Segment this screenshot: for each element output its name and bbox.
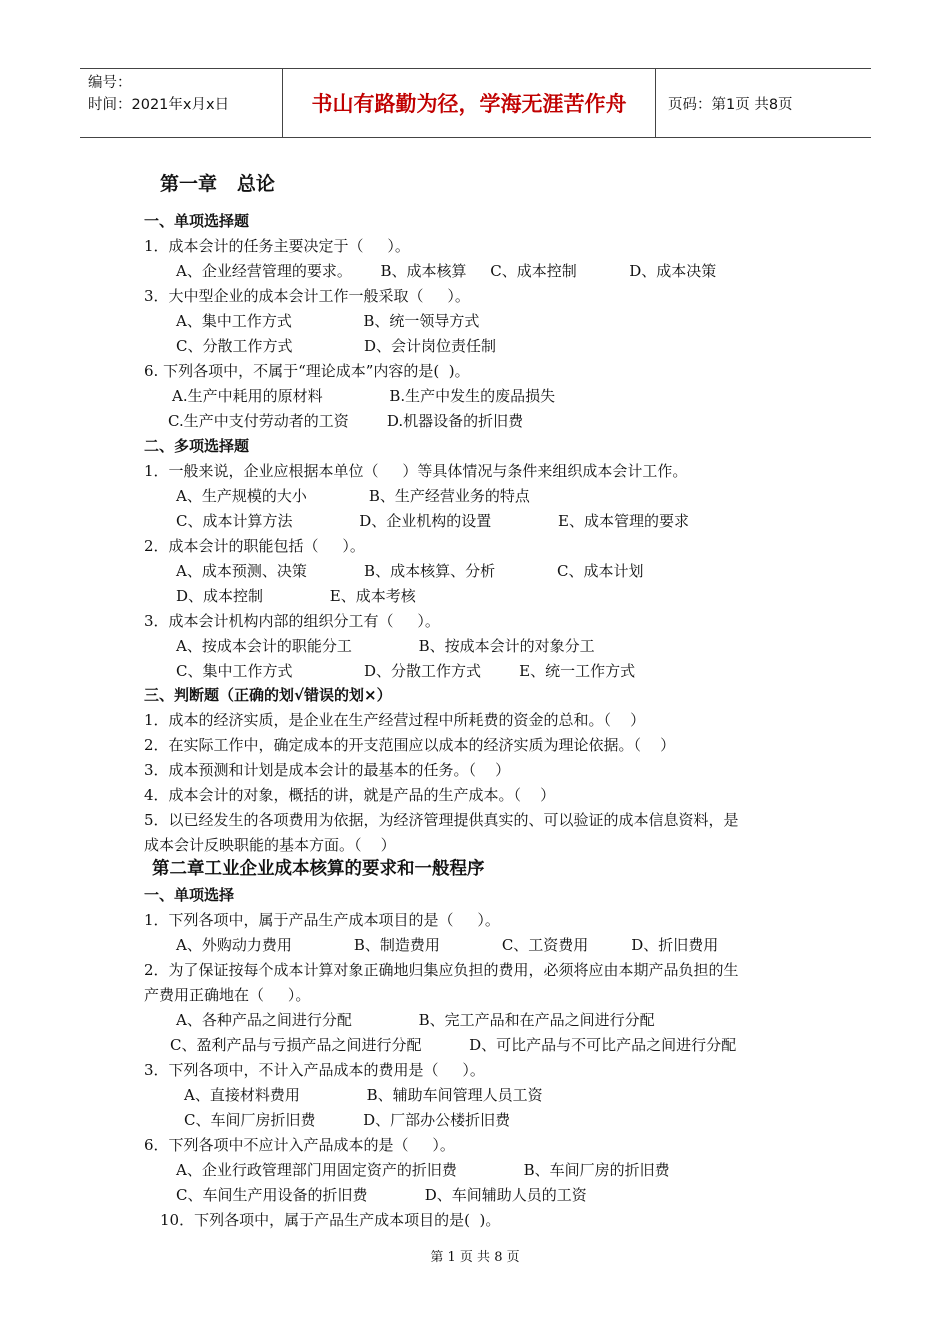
section-heading: 第一章 总论 [160,173,275,195]
text-line: 6．下列各项中不应计入产品成本的是（ ）。 [144,1136,455,1154]
text-line: A、按成本会计的职能分工 B、按成本会计的对象分工 [176,637,595,655]
header-motto: 书山有路勤为径，学海无涯苦作舟 [282,69,656,137]
text-line: A、集中工作方式 B、统一领导方式 [176,312,480,330]
text-line: 3．下列各项中，不计入产品成本的费用是（ ）。 [144,1061,485,1079]
text-line: 1．一般来说，企业应根据本单位（ ）等具体情况与条件来组织成本会计工作。 [144,462,688,480]
text-line: C、分散工作方式 D、会计岗位责任制 [176,337,497,355]
section-heading: 二、多项选择题 [144,437,250,455]
section-heading: 三、判断题（正确的划√错误的划×） [144,686,392,704]
text-line: A、外购动力费用 B、制造费用 C、工资费用 D、折旧费用 [176,936,719,954]
text-line: C、车间生产用设备的折旧费 D、车间辅助人员的工资 [176,1186,587,1204]
text-line: A、企业行政管理部门用固定资产的折旧费 B、车间厂房的折旧费 [176,1161,670,1179]
text-line: C、盈利产品与亏损产品之间进行分配 D、可比产品与不可比产品之间进行分配 [170,1036,737,1054]
text-line: 1．成本的经济实质，是企业在生产经营过程中所耗费的资金的总和。（ ） [144,711,646,729]
text-line: A.生产中耗用的原材料 B.生产中发生的废品损失 [172,387,556,405]
text-line: 2．为了保证按每个成本计算对象正确地归集应负担的费用，必须将应由本期产品负担的生 [144,961,739,979]
section-heading: 一、单项选择题 [144,212,250,230]
document-date: 时间：2021年x月x日 [88,97,230,113]
header-meta [80,69,282,137]
text-line: C、成本计算方法 D、企业机构的设置 E、成本管理的要求 [176,512,689,530]
text-line: 产费用正确地在（ ）。 [144,986,311,1004]
text-line: A、各种产品之间进行分配 B、完工产品和在产品之间进行分配 [176,1011,655,1029]
header-page-info: 页码：第1页 共8页 [668,96,793,113]
text-line: 6. 下列各项中，不属于“理论成本”内容的是( )。 [144,362,470,380]
text-line: 5．以已经发生的各项费用为依据，为经济管理提供真实的、可以验证的成本信息资料，是 [144,811,739,829]
text-line: 1．下列各项中，属于产品生产成本项目的是（ ）。 [144,911,500,929]
text-line: 3．大中型企业的成本会计工作一般采取（ ）。 [144,287,470,305]
text-line: C、车间厂房折旧费 D、厂部办公楼折旧费 [184,1111,511,1129]
text-line: 2．成本会计的职能包括（ ）。 [144,537,365,555]
page-footer: 第 1 页 共 8 页 [430,1250,520,1265]
text-line: A、企业经营管理的要求。 B、成本核算 C、成本控制 D、成本决策 [176,262,717,280]
document-number-label: 编号： [88,75,132,91]
text-line: C.生产中支付劳动者的工资 D.机器设备的折旧费 [168,412,524,430]
text-line: C、集中工作方式 D、分散工作方式 E、统一工作方式 [176,662,636,680]
section-heading: 第二章工业企业成本核算的要求和一般程序 [152,859,485,879]
text-line: A、直接材料费用 B、辅助车间管理人员工资 [184,1086,543,1104]
text-line: D、成本控制 E、成本考核 [176,587,416,605]
text-line: 4．成本会计的对象，概括的讲，就是产品的生产成本。（ ） [144,786,556,804]
text-line: 2．在实际工作中，确定成本的开支范围应以成本的经济实质为理论依据。（ ） [144,736,676,754]
text-line: A、成本预测、决策 B、成本核算、分析 C、成本计划 [176,562,644,580]
page-header [80,68,871,138]
text-line: 3．成本会计机构内部的组织分工有（ ）。 [144,612,440,630]
section-heading: 一、单项选择 [144,886,235,904]
text-line: 成本会计反映职能的基本方面。（ ） [144,836,396,854]
text-line: 1．成本会计的任务主要决定于（ ）。 [144,237,410,255]
text-line: 3．成本预测和计划是成本会计的最基本的任务。（ ） [144,761,511,779]
text-line: 10．下列各项中，属于产品生产成本项目的是( )。 [160,1211,501,1229]
text-line: A、生产规模的大小 B、生产经营业务的特点 [176,487,530,505]
